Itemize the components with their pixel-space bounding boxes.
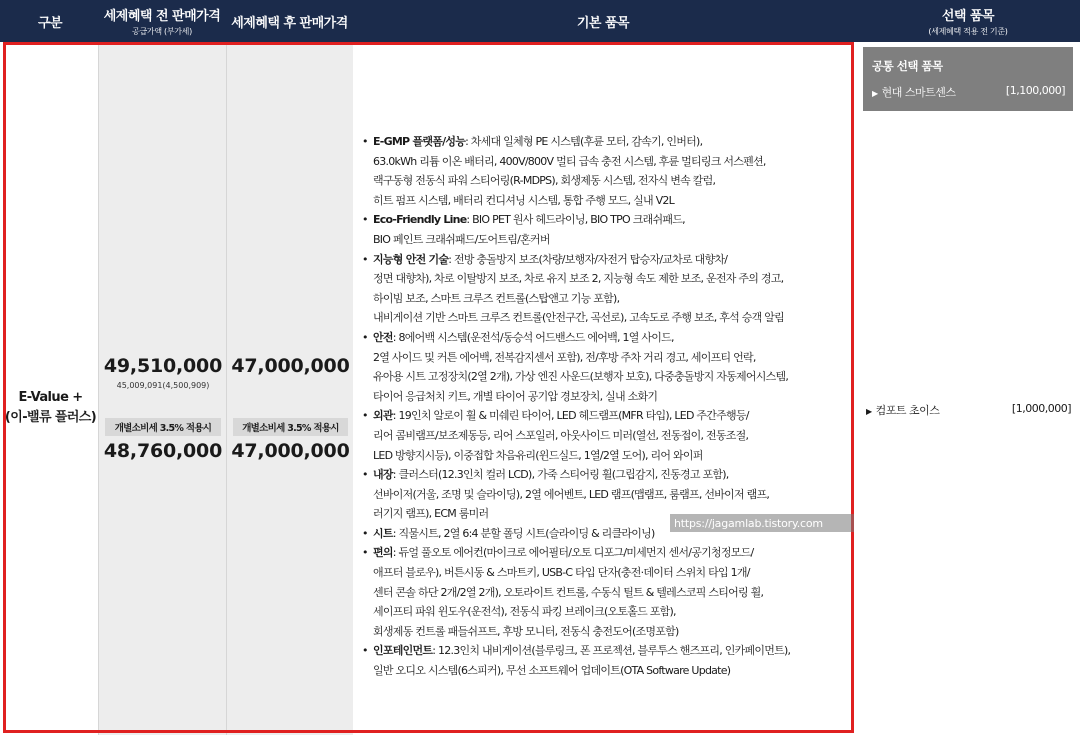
basic-item-category: 인포테인먼트 <box>373 644 433 658</box>
highlight-frame <box>3 42 854 733</box>
basic-item-category: 내장 <box>373 468 393 482</box>
basic-item-text: : 전방 충돌방지 보조(차량/보행자/자전거 탑승자/교차로 대향차/ <box>448 252 728 266</box>
header-pre-price: 세제혜택 전 판매가격 공급가액 (부가세) <box>103 9 221 36</box>
basic-item-line: 애프터 블로우), 버튼시동 & 스마트키, USB-C 타입 단자(충전·데이터 스위치 타입 1개/ <box>373 566 750 580</box>
post-price-tax-label: 개별소비세 3.5% 적용시 <box>233 418 348 436</box>
basic-item-line: 일반 오디오 시스템(6스피커), 무선 소프트웨어 업데이트(OTA Software Update) <box>373 664 731 678</box>
basic-item-line: 러기지 램프), ECM 룸미러 <box>373 507 489 521</box>
basic-item-text: : 12.3인치 내비게이션(블루링크, 폰 프로젝션, 블루투스 핸즈프리, 인카페이먼트), <box>432 644 791 658</box>
basic-item-line: 63.0kWh 리튬 이온 배터리, 400V/800V 멀티 급속 충전 시스템, 후륜 멀티링크 서스펜션, <box>373 154 766 168</box>
pre-price-tax-label: 개별소비세 3.5% 적용시 <box>105 418 221 436</box>
basic-item-text: : 직물시트, 2열 6:4 분할 폴딩 시트(슬라이딩 & 리클라이닝) <box>392 526 655 540</box>
basic-item-line: 타이어 응급처치 키트, 개별 타이어 공기압 경보장치, 실내 소화기 <box>373 389 658 403</box>
option-row-comfort-choice[interactable]: ▶ 컴포트 초이스 [1,000,000] <box>866 402 1071 417</box>
pre-price-amount: 49,510,000 <box>103 355 223 377</box>
header-basic-items: 기본 품목 <box>576 15 630 31</box>
basic-item-text: : 클러스터(12.3인치 컬러 LCD), 가죽 스티어링 휠(그립감지, 진동경고 포함), <box>392 468 729 482</box>
basic-item-line: 랙구동형 전동식 파워 스티어링(R-MDPS), 회생제동 시스템, 전자식 변속 칼럼, <box>373 174 716 188</box>
options-cell <box>856 42 1080 735</box>
basic-item-line: 2열 사이드 및 커튼 에어백, 전복감지센서 포함), 전/후방 주차 거리 경고, 세이프티 언락, <box>373 350 756 364</box>
basic-item-line: 회생제동 컨트롤 패들쉬프트, 후방 모니터, 전동식 충전도어(조명포함) <box>373 624 679 638</box>
table-header <box>0 0 1080 42</box>
basic-item-line: LED 방향지시등), 이중접합 차음유리(윈드실드, 1열/2열 도어), 리어 와이퍼 <box>373 448 703 462</box>
basic-item-category: Eco-Friendly Line <box>373 213 467 227</box>
basic-item-category: 시트 <box>373 526 393 540</box>
pre-price-supply: 45,009,091(4,500,909) <box>116 381 210 390</box>
basic-item-line: 유아용 시트 고정장치(2열 2개), 가상 엔진 사운드(보행자 보호), 다중충돌방지 자동제어시스템, <box>373 370 789 384</box>
basic-item-line: 내비게이션 기반 스마트 크루즈 컨트롤(안전구간, 곡선로), 고속도로 주행 보조, 후석 승객 알림 <box>373 311 784 325</box>
basic-item-text: : BIO PET 원사 헤드라이닝, BIO TPO 크래쉬패드, <box>466 213 685 227</box>
common-options-box <box>863 47 1073 111</box>
header-post-price: 세제혜택 후 판매가격 <box>231 15 348 31</box>
basic-item-line: 리어 콤비램프/보조제동등, 리어 스포일러, 아웃사이드 미러(열선, 전동접이, 전동조절, <box>373 428 749 442</box>
basic-item-text: : 차세대 일체형 PE 시스템(후륜 모터, 감속기, 인버터), <box>465 135 703 148</box>
basic-item-line: 히트 펌프 시스템, 배터리 컨디셔닝 시스템, 통합 주행 모드, 실내 V2L <box>373 193 675 207</box>
basic-item-line: 선바이저(거울, 조명 및 슬라이딩), 2열 에어벤트, LED 램프(맵램프, 룸램프, 선바이저 램프, <box>373 487 770 501</box>
basic-item-line: 센터 콘솔 하단 2개/2열 2개), 오토라이트 컨트롤, 수동식 틸트 & 텔레스코픽 스티어링 휠, <box>373 585 764 599</box>
basic-item-category: 안전 <box>373 330 393 344</box>
basic-item-line: 정면 대향차), 차로 이탈방지 보조, 차로 유지 보조 2, 지능형 속도 제한 보조, 운전자 주의 경고, <box>373 272 784 286</box>
option-row-smartsense[interactable]: ▶ 현대 스마트센스 [1,100,000] <box>872 84 1065 99</box>
header-option-items: 선택 품목 (세제혜택 적용 전 기준) <box>928 9 1008 36</box>
basic-item-line: 하이빔 보조, 스마트 크루즈 컨트롤(스탑앤고 기능 포함), <box>373 291 620 305</box>
triangle-right-icon: ▶ <box>866 407 872 416</box>
post-price-amount: 47,000,000 <box>231 355 350 377</box>
basic-item-line: 세이프티 파워 윈도우(운전석), 전동식 파킹 브레이크(오토홀드 포함), <box>373 605 676 619</box>
header-category: 구분 <box>37 15 63 31</box>
basic-item-text: : 8에어백 시스템(운전석/동승석 어드밴스드 에어백, 1열 사이드, <box>392 330 674 344</box>
pre-price-tax-amount: 48,760,000 <box>103 440 223 462</box>
basic-item-text: : 19인치 알로이 휠 & 미쉐린 타이어, LED 헤드램프(MFR 타입), LED 주간주행등/ <box>392 409 749 423</box>
basic-item-category: 편의 <box>373 546 393 560</box>
watermark-url: https://jagamlab.tistory.com <box>670 514 854 532</box>
basic-item-line: BIO 페인트 크래쉬패드/도어트림/혼커버 <box>373 232 550 246</box>
basic-item-category: 외관 <box>373 409 393 423</box>
post-price-tax-amount: 47,000,000 <box>231 440 350 462</box>
basic-item-category: 지능형 안전 기술 <box>373 252 449 266</box>
triangle-right-icon: ▶ <box>872 89 878 98</box>
common-options-title: 공통 선택 품목 <box>872 59 943 73</box>
model-name: E-Value + (이-밸류 플러스) <box>4 390 97 425</box>
basic-item-text: : 듀얼 풀오토 에어컨(마이크로 에어필터/오토 디포그/미세먼지 센서/공기청정모드/ <box>392 546 754 560</box>
basic-item-category: E-GMP 플랫폼/성능 <box>373 135 466 148</box>
